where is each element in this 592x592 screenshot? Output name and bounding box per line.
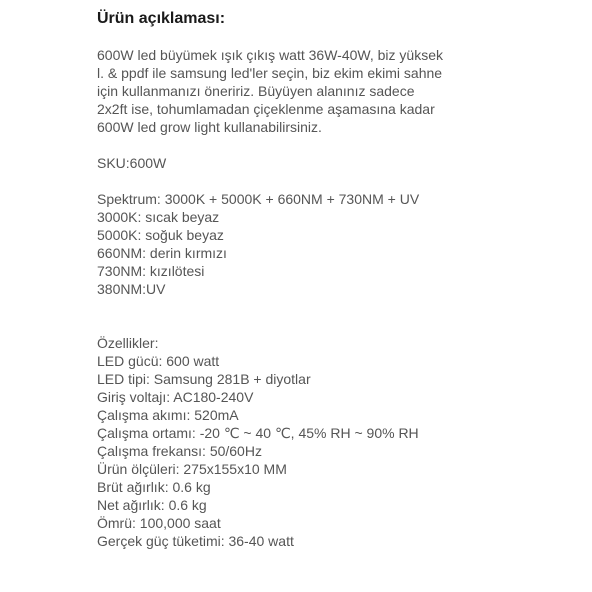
feature-line: Net ağırlık: 0.6 kg: [97, 497, 207, 513]
sku-block: [97, 154, 582, 172]
spectrum-line: 3000K: sıcak beyaz: [97, 209, 220, 225]
feature-line: Brüt ağırlık: 0.6 kg: [97, 479, 211, 495]
spectrum-line: 730NM: kızılötesi: [97, 263, 205, 279]
spectrum-list: [97, 190, 582, 298]
description-line: 2x2ft ise, tohumlamadan çiçeklenme aşamasına kadar: [97, 101, 435, 117]
spacer: [97, 172, 582, 190]
spectrum-line: 380NM:UV: [97, 281, 166, 297]
feature-line: Çalışma frekansı: 50/60Hz: [97, 443, 262, 459]
feature-line: Çalışma ortamı: -20 ℃ ~ 40 ℃, 45% RH ~ 90% RH: [97, 425, 419, 441]
feature-line: Çalışma akımı: 520mA: [97, 407, 239, 423]
product-description: [97, 10, 582, 550]
spacer: [97, 298, 582, 334]
section-title: Ürün açıklaması:: [97, 10, 226, 27]
spectrum-line: 5000K: soğuk beyaz: [97, 227, 224, 243]
feature-line: Ürün ölçüleri: 275x155x10 MM: [97, 461, 287, 477]
description-line: 600W led büyümek ışık çıkış watt 36W-40W, biz yüksek: [97, 47, 443, 63]
feature-line: Giriş voltajı: AC180-240V: [97, 389, 254, 405]
description-line: 600W led grow light kullanabilirsiniz.: [97, 119, 322, 135]
feature-line: LED gücü: 600 watt: [97, 353, 220, 369]
feature-line: Ömrü: 100,000 saat: [97, 515, 221, 531]
description-line: için kullanmanızı öneririz. Büyüyen alanınız sadece: [97, 83, 415, 99]
spacer: [97, 136, 582, 154]
feature-line: LED tipi: Samsung 281B + diyotlar: [97, 371, 311, 387]
spectrum-line: 660NM: derin kırmızı: [97, 245, 227, 261]
features-heading: Özellikler:: [97, 335, 159, 351]
description-paragraph: [97, 46, 582, 136]
feature-line: Gerçek güç tüketimi: 36-40 watt: [97, 533, 294, 549]
sku-text: SKU:600W: [97, 155, 167, 171]
features-list: [97, 334, 582, 550]
description-line: l. & ppdf ile samsung led'ler seçin, biz ekim ekimi sahne: [97, 65, 443, 81]
spectrum-line: Spektrum: 3000K + 5000K + 660NM + 730NM + UV: [97, 191, 420, 207]
